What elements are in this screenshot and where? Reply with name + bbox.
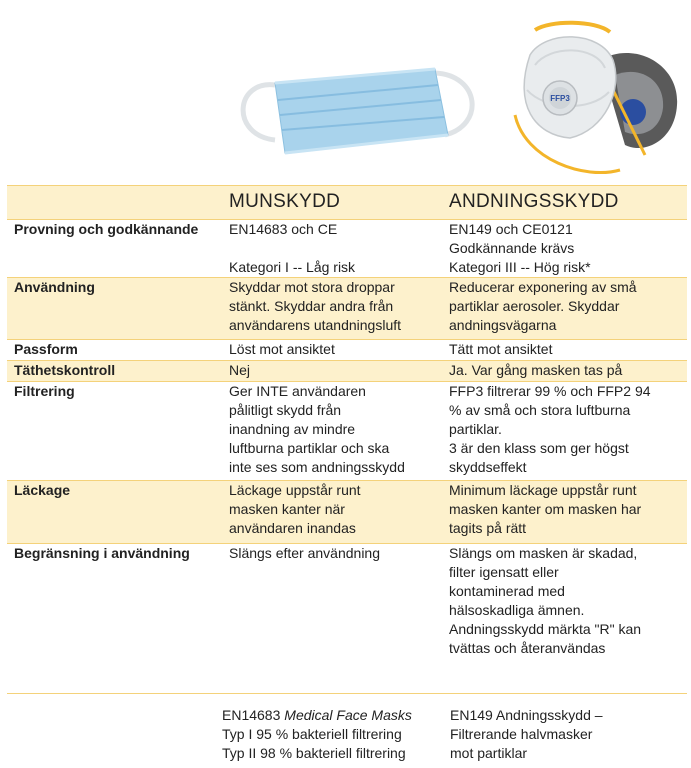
product-images	[0, 0, 691, 180]
header-empty-cell	[7, 186, 222, 220]
footer-andningsskydd-standard: EN149 Andningsskydd – Filtrerande halvmasker mot partiklar	[450, 707, 603, 761]
respirator-ffp3-label: FFP3	[550, 94, 570, 103]
table-row-lackage	[7, 481, 687, 544]
footer-munskydd-standard	[222, 706, 437, 763]
footer-standard-code: EN14683	[222, 707, 285, 723]
cell-munskydd: Skyddar mot stora droppar stänkt. Skyddar andra från användarens utandningsluft	[222, 278, 442, 340]
row-label: Filtrering	[7, 382, 222, 481]
cell-munskydd: EN14683 och CE Kategori I -- Låg risk	[222, 220, 442, 278]
respirator-mask-image	[505, 20, 680, 180]
table-row-tathetskontroll	[7, 361, 687, 382]
table-header-row	[7, 186, 687, 220]
table-row-filtrering	[7, 382, 687, 481]
cell-munskydd: Ger INTE användaren pålitligt skydd från inandning av mindre luftburna partiklar och ska inte ses som andningsskydd	[222, 382, 442, 481]
surgical-mask-image	[230, 55, 485, 165]
standards-footer	[0, 703, 691, 768]
footer-standard-title: Medical Face Masks	[284, 707, 412, 723]
row-label: Begränsning i användning	[7, 544, 222, 694]
cell-andningsskydd: Minimum läckage uppstår runt masken kanter om masken har tagits på rätt	[442, 481, 687, 544]
header-munskydd: MUNSKYDD	[222, 186, 442, 220]
row-label: Passform	[7, 340, 222, 361]
cell-andningsskydd: Slängs om masken är skadad, filter igensatt eller kontaminerad med hälsoskadliga ämnen. Andningsskydd märkta "R" kan tvättas och återanvändas	[442, 544, 687, 694]
row-label: Läckage	[7, 481, 222, 544]
table-row-anvandning	[7, 278, 687, 340]
comparison-table	[7, 185, 687, 694]
cell-munskydd: Läckage uppstår runt masken kanter när användaren inandas	[222, 481, 442, 544]
header-andningsskydd: ANDNINGSSKYDD	[442, 186, 687, 220]
row-label: Provning och godkännande	[7, 220, 222, 278]
row-label: Användning	[7, 278, 222, 340]
cell-andningsskydd: Ja. Var gång masken tas på	[442, 361, 687, 382]
cell-andningsskydd: EN149 och CE0121 Godkännande krävs Kategori III -- Hög risk*	[442, 220, 687, 278]
table-row-passform	[7, 340, 687, 361]
cell-munskydd: Nej	[222, 361, 442, 382]
cell-andningsskydd: FFP3 filtrerar 99 % och FFP2 94 % av små och stora luftburna partiklar. 3 är den klass som ger högst skyddseffekt	[442, 382, 687, 481]
cell-andningsskydd: Reducerar exponering av små partiklar aerosoler. Skyddar andningsvägarna	[442, 278, 687, 340]
cell-munskydd: Slängs efter användning	[222, 544, 442, 694]
table-row-provning	[7, 220, 687, 278]
cell-munskydd: Löst mot ansiktet	[222, 340, 442, 361]
table-row-begransning	[7, 544, 687, 694]
row-label: Täthetskontroll	[7, 361, 222, 382]
cell-andningsskydd: Tätt mot ansiktet	[442, 340, 687, 361]
footer-standard-types: Typ I 95 % bakteriell filtrering Typ II 98 % bakteriell filtrering	[222, 726, 406, 761]
